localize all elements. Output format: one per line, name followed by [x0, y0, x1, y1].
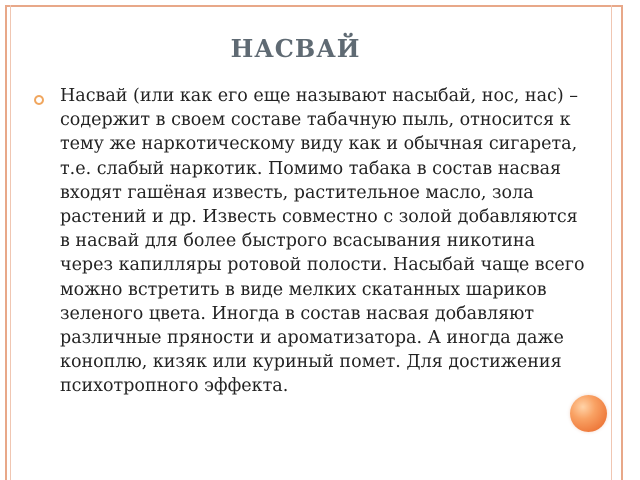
frame-right-inner-line [611, 5, 612, 480]
slide-body-text: Насвай (или как его еще называют насыбай, нос, нас) – содержит в своем составе табачную пыль, относится к тему же наркотическому виду как и обычная сигарета, т.е. слабый наркотик. Помимо табака в состав насвая входят гашёная известь, растительное масло, зола растений и др. Известь совместно с золой добавляются в насвай для более быстрого всасывания никотина через капилляры ротовой полости. Насыбай чаще всего можно встретить в виде мелких скатанных шариков зеленого цвета. Иногда в состав насвая добавляют различные пряности и ароматизатора. А иногда даже коноплю, кизяк или куриный помет. Для достижения психотропного эффекта. [60, 86, 585, 397]
slide-title: НАСВАЙ [230, 34, 361, 63]
frame-left-inner-line [10, 5, 11, 480]
bullet-icon [34, 95, 44, 105]
decorative-orb-icon [570, 395, 607, 432]
slide-content [40, 84, 588, 399]
